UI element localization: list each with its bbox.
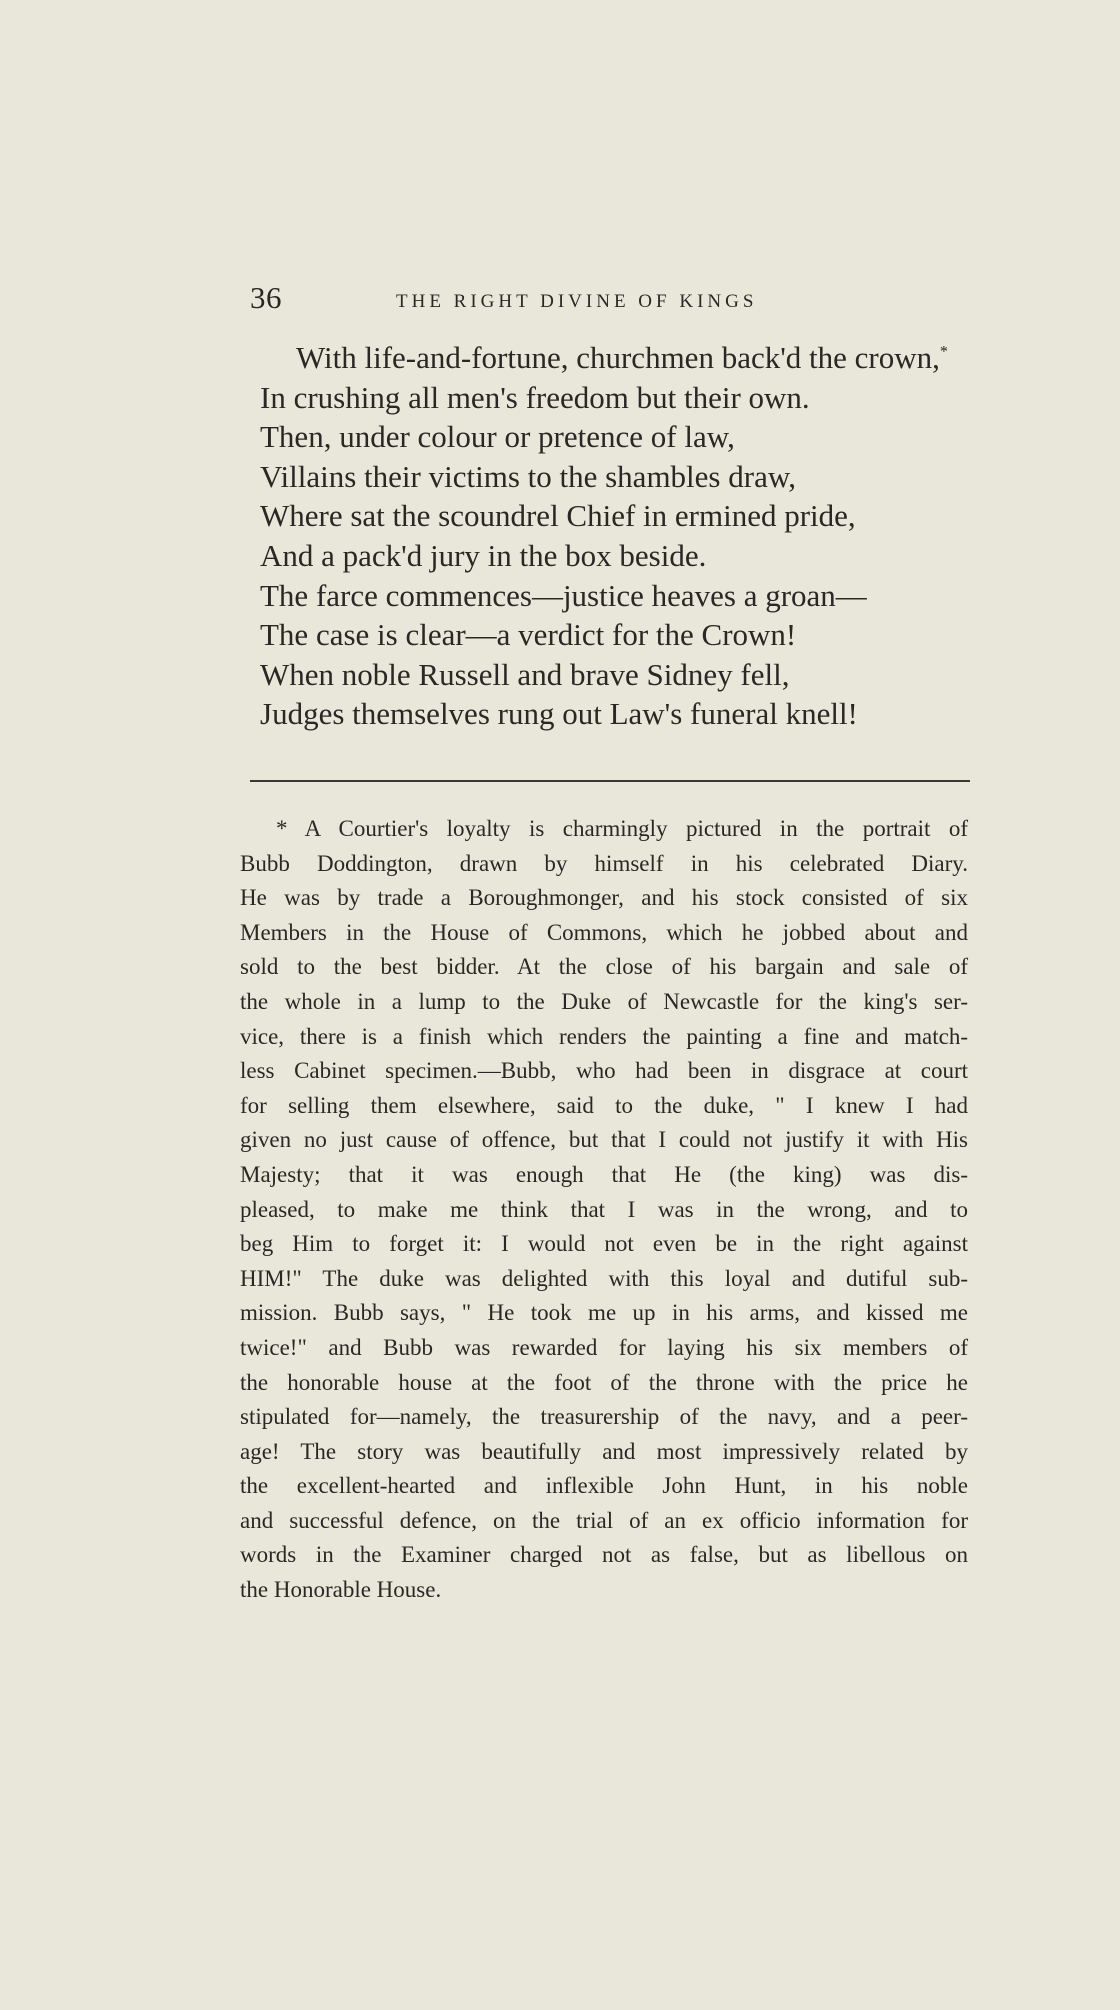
footnote-marker: * xyxy=(939,343,948,361)
poem-line: And a pack'd jury in the box beside. xyxy=(260,537,707,573)
poem-line: With life-and-fortune, churchmen back'd the crown,* xyxy=(296,340,948,375)
footnote-line: * A Courtier's loyalty is charmingly pictured in the portrait of xyxy=(276,816,968,841)
footnote-line: less Cabinet specimen.—Bubb, who had been in disgrace at court xyxy=(240,1058,968,1084)
page-number: 36 xyxy=(250,280,282,315)
footnote-line: vice, there is a finish which renders the painting a fine and match- xyxy=(240,1023,968,1049)
poem-line: The farce commences—justice heaves a groan— xyxy=(260,577,867,613)
footnote-line: Majesty; that it was enough that He (the king) was dis- xyxy=(240,1161,968,1187)
footnote-line: twice!" and Bubb was rewarded for laying his six members of xyxy=(240,1334,968,1360)
footnote-line: He was by trade a Boroughmonger, and his stock consisted of six xyxy=(240,885,968,911)
footnote xyxy=(240,812,968,1608)
footnote-line: Members in the House of Commons, which he jobbed about and xyxy=(240,919,968,945)
poem-stanza xyxy=(260,338,1000,734)
footnote-line: sold to the best bidder. At the close of his bargain and sale of xyxy=(240,954,968,980)
poem-line: When noble Russell and brave Sidney fell, xyxy=(260,656,790,692)
page-header xyxy=(250,280,950,320)
footnote-line: the whole in a lump to the Duke of Newcastle for the king's ser- xyxy=(240,988,968,1014)
poem-line: In crushing all men's freedom but their own. xyxy=(260,379,810,415)
footnote-line: given no just cause of offence, but that I could not justify it with His xyxy=(240,1127,968,1153)
footnote-line: Bubb Doddington, drawn by himself in his celebrated Diary. xyxy=(240,850,968,876)
poem-line: The case is clear—a verdict for the Crown! xyxy=(260,617,797,653)
footnote-line: for selling them elsewhere, said to the duke, " I knew I had xyxy=(240,1092,968,1118)
footnote-line: words in the Examiner charged not as false, but as libellous on xyxy=(240,1542,968,1568)
poem-line: Where sat the scoundrel Chief in ermined pride, xyxy=(260,498,856,534)
running-head: THE RIGHT DIVINE OF KINGS xyxy=(396,291,758,312)
footnote-line: mission. Bubb says, " He took me up in his arms, and kissed me xyxy=(240,1300,968,1326)
footnote-divider xyxy=(250,780,970,782)
footnote-line: and successful defence, on the trial of an ex officio information for xyxy=(240,1507,968,1533)
footnote-line: age! The story was beautifully and most impressively related by xyxy=(240,1438,968,1464)
footnote-line: beg Him to forget it: I would not even be in the right against xyxy=(240,1231,968,1257)
poem-line: Then, under colour or pretence of law, xyxy=(260,419,735,455)
footnote-line: HIM!" The duke was delighted with this loyal and dutiful sub- xyxy=(240,1265,968,1291)
footnote-line: the excellent-hearted and inflexible John Hunt, in his noble xyxy=(240,1473,968,1499)
footnote-line: pleased, to make me think that I was in the wrong, and to xyxy=(240,1196,968,1222)
poem-line: Judges themselves rung out Law's funeral knell! xyxy=(260,696,858,732)
footnote-line: stipulated for—namely, the treasurership of the navy, and a peer- xyxy=(240,1404,968,1430)
poem-line: Villains their victims to the shambles draw, xyxy=(260,458,796,494)
footnote-line: the honorable house at the foot of the throne with the price he xyxy=(240,1369,968,1395)
footnote-line: the Honorable House. xyxy=(240,1577,442,1603)
